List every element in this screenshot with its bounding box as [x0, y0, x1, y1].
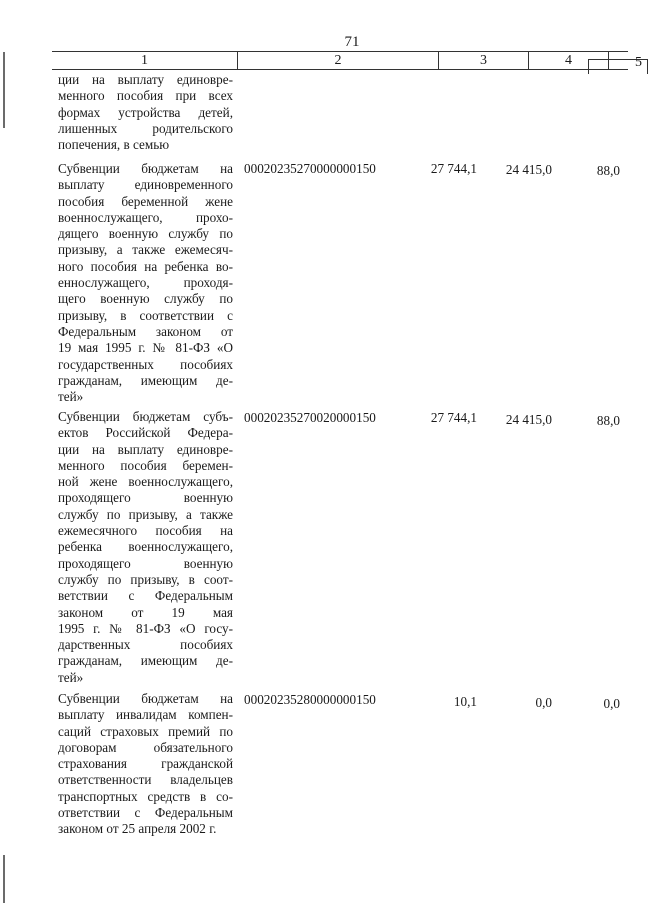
budget-code: 00020235270020000150: [244, 410, 376, 425]
description-line: менного пособия беремен-: [58, 457, 233, 473]
description-line: тей»: [58, 389, 84, 405]
value-col-3: 27 744,1: [430, 161, 477, 176]
description-line: транспортных средств в со-: [58, 788, 233, 804]
description-line: военнослужащего, прохо-: [58, 209, 233, 225]
value-col-4: 24 415,0: [505, 412, 552, 427]
description-line: ции на выплату единовре-: [58, 72, 233, 87]
value-col-3: 10,1: [453, 694, 477, 709]
description-line: дарственных пособиях: [58, 637, 233, 653]
column-header-5: [608, 52, 642, 70]
table-row-description: [58, 161, 233, 405]
value-col-5: 0,0: [603, 696, 620, 711]
scan-edge-mark: [3, 855, 5, 903]
description-line: ребенка военнослужащего,: [58, 539, 233, 555]
value-col-5: 88,0: [596, 163, 620, 178]
value-col-4: 0,0: [535, 695, 552, 710]
description-line: выплату единовременного: [58, 177, 233, 193]
description-line: ектов Российской Федера-: [58, 425, 233, 441]
description-line: лишенных родительского: [58, 120, 233, 136]
table-row-description: [58, 409, 233, 686]
value-col-3: 27 744,1: [430, 410, 477, 425]
budget-code: 00020235280000000150: [244, 692, 376, 707]
description-line: пособия беременной жене: [58, 193, 233, 209]
description-line: гражданам, имеющим де-: [58, 372, 233, 388]
description-line: еннослужащего, проходя-: [58, 275, 233, 291]
description-line: ответственности владельцев: [58, 772, 233, 788]
description-line: проходящего военную: [58, 490, 233, 506]
table-row-description: [58, 72, 233, 153]
description-line: законом от 25 апреля 2002 г.: [58, 821, 217, 837]
description-line: государственных пособиях: [58, 356, 233, 372]
description-line: ветствии с Федеральным: [58, 588, 233, 604]
scan-edge-mark: [3, 52, 5, 128]
description-line: Субвенции бюджетам субъ-: [58, 409, 233, 424]
column-header-4: 4: [528, 52, 608, 70]
description-line: гражданам, имеющим де-: [58, 653, 233, 669]
description-line: проходящего военную: [58, 555, 233, 571]
description-line: 19 мая 1995 г. № 81-ФЗ «О: [58, 340, 233, 356]
description-line: ной жене военнослужащего,: [58, 474, 233, 490]
description-line: тей»: [58, 669, 84, 685]
budget-code: 00020235270000000150: [244, 161, 376, 176]
description-line: страхования гражданской: [58, 756, 233, 772]
table-row-description: [58, 691, 233, 838]
description-line: призыву, в соответствии с: [58, 307, 233, 323]
column-header-3: 3: [438, 52, 528, 70]
description-line: щего военную службу по: [58, 291, 233, 307]
description-line: попечения, в семью: [58, 137, 170, 153]
value-col-5: 88,0: [596, 413, 620, 428]
value-col-4: 24 415,0: [505, 162, 552, 177]
description-line: дящего военную службу по: [58, 226, 233, 242]
description-line: Субвенции бюджетам на: [58, 161, 233, 176]
description-line: договорам обязательного: [58, 739, 233, 755]
description-line: ции на выплату единовре-: [58, 441, 233, 457]
description-line: Субвенции бюджетам на: [58, 691, 233, 706]
description-line: менного пособия при всех: [58, 88, 233, 104]
description-line: призыву, а также ежемесяч-: [58, 242, 233, 258]
page-number: 71: [344, 34, 360, 50]
description-line: службу по призыву, а также: [58, 506, 233, 522]
description-line: формах устройства детей,: [58, 104, 233, 120]
description-line: законом от 19 мая: [58, 604, 233, 620]
column-header-2: 2: [237, 52, 438, 70]
description-line: ответствии с Федеральным: [58, 805, 233, 821]
description-line: службу по призыву, в соот-: [58, 571, 233, 587]
column-header-5-label: 5: [635, 55, 642, 70]
description-line: ного пособия на ребенка во-: [58, 258, 233, 274]
description-line: выплату инвалидам компен-: [58, 707, 233, 723]
description-line: ежемесячного пособия на: [58, 523, 233, 539]
description-line: саций страховых премий по: [58, 723, 233, 739]
column-header-1: 1: [52, 52, 237, 70]
description-line: Федеральным законом от: [58, 323, 233, 339]
description-line: 1995 г. № 81-ФЗ «О госу-: [58, 620, 233, 636]
